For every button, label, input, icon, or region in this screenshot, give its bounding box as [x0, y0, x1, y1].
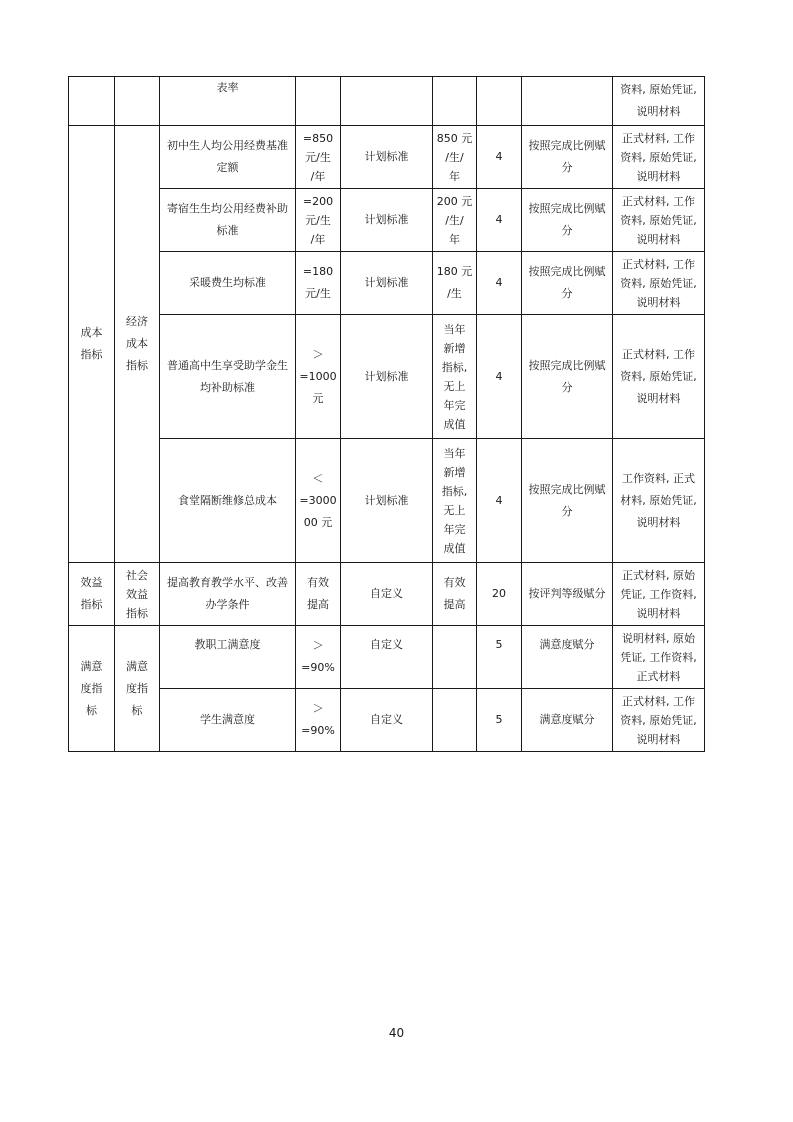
evidence-cell: 工作资料, 正式 材料, 原始凭证, 说明材料: [613, 439, 705, 563]
table-row: [69, 626, 705, 689]
method-cell: 按照完成比例赋 分: [522, 189, 613, 252]
indicator-value-cell: =200 元/生 /年: [296, 189, 341, 252]
standard-cell: [341, 77, 433, 126]
standard-cell: 计划标准: [341, 439, 433, 563]
standard-cell: 计划标准: [341, 189, 433, 252]
level2-indicator-cell: 社会 效益 指标: [115, 563, 160, 626]
method-cell: 按评判等级赋分: [522, 563, 613, 626]
score-cell: 4: [477, 252, 522, 315]
level2-indicator-cell: 经济 成本 指标: [115, 126, 160, 563]
evidence-cell: 正式材料, 工作 资料, 原始凭证, 说明材料: [613, 126, 705, 189]
score-cell: 4: [477, 439, 522, 563]
score-cell: 4: [477, 315, 522, 439]
standard-cell: 自定义: [341, 689, 433, 752]
indicator-value-cell: ＜ =3000 00 元: [296, 439, 341, 563]
evidence-cell: 正式材料, 工作 资料, 原始凭证, 说明材料: [613, 689, 705, 752]
standard-cell: 自定义: [341, 563, 433, 626]
indicator-value-cell: =180 元/生: [296, 252, 341, 315]
standard-cell: 计划标准: [341, 252, 433, 315]
table-row: [69, 315, 705, 439]
prior-target-cell: [433, 77, 477, 126]
score-cell: [477, 77, 522, 126]
evidence-cell: 正式材料, 工作 资料, 原始凭证, 说明材料: [613, 315, 705, 439]
table-row: [69, 126, 705, 189]
table-row: [69, 77, 705, 126]
level1-indicator-cell: 成本 指标: [69, 126, 115, 563]
indicator-name-cell: 提高教育教学水平、改善 办学条件: [160, 563, 296, 626]
prior-target-cell: 当年 新增 指标, 无上 年完 成值: [433, 315, 477, 439]
page-number: 40: [388, 1026, 405, 1040]
evidence-cell: 资料, 原始凭证, 说明材料: [613, 77, 705, 126]
indicator-value-cell: [296, 77, 341, 126]
indicator-value-cell: ＞ =90%: [296, 626, 341, 689]
prior-target-cell: [433, 689, 477, 752]
level1-indicator-cell: [69, 77, 115, 126]
prior-target-cell: 180 元 /生: [433, 252, 477, 315]
prior-target-cell: [433, 626, 477, 689]
level1-indicator-cell: 满意 度指 标: [69, 626, 115, 752]
standard-cell: 自定义: [341, 626, 433, 689]
indicator-name-cell: 初中生人均公用经费基准 定额: [160, 126, 296, 189]
indicator-name-cell: 采暖费生均标准: [160, 252, 296, 315]
evidence-cell: 正式材料, 原始 凭证, 工作资料, 说明材料: [613, 563, 705, 626]
method-cell: 满意度赋分: [522, 626, 613, 689]
indicator-value-cell: ＞ =1000 元: [296, 315, 341, 439]
indicator-name-cell: 食堂隔断维修总成本: [160, 439, 296, 563]
table-row: [69, 689, 705, 752]
indicator-value-cell: =850 元/生 /年: [296, 126, 341, 189]
level2-indicator-cell: [115, 77, 160, 126]
method-cell: 按照完成比例赋 分: [522, 126, 613, 189]
standard-cell: 计划标准: [341, 126, 433, 189]
prior-target-cell: 有效 提高: [433, 563, 477, 626]
level1-indicator-cell: 效益 指标: [69, 563, 115, 626]
standard-cell: 计划标准: [341, 315, 433, 439]
method-cell: 按照完成比例赋 分: [522, 439, 613, 563]
indicator-name-cell: 学生满意度: [160, 689, 296, 752]
method-cell: [522, 77, 613, 126]
indicator-name-cell: 寄宿生生均公用经费补助 标准: [160, 189, 296, 252]
table-row: [69, 189, 705, 252]
indicator-name-cell: 表率: [160, 77, 296, 126]
table-row: [69, 563, 705, 626]
indicator-name-cell: 教职工满意度: [160, 626, 296, 689]
score-cell: 4: [477, 126, 522, 189]
method-cell: 按照完成比例赋 分: [522, 315, 613, 439]
level2-indicator-cell: 满意 度指 标: [115, 626, 160, 752]
prior-target-cell: 850 元 /生/ 年: [433, 126, 477, 189]
indicator-value-cell: 有效 提高: [296, 563, 341, 626]
score-cell: 20: [477, 563, 522, 626]
indicator-value-cell: ＞ =90%: [296, 689, 341, 752]
score-cell: 5: [477, 689, 522, 752]
indicator-name-cell: 普通高中生享受助学金生 均补助标准: [160, 315, 296, 439]
performance-indicator-table: [68, 76, 705, 752]
score-cell: 5: [477, 626, 522, 689]
table-row: [69, 439, 705, 563]
score-cell: 4: [477, 189, 522, 252]
evidence-cell: 正式材料, 工作 资料, 原始凭证, 说明材料: [613, 189, 705, 252]
method-cell: 满意度赋分: [522, 689, 613, 752]
prior-target-cell: 200 元 /生/ 年: [433, 189, 477, 252]
table-row: [69, 252, 705, 315]
prior-target-cell: 当年 新增 指标, 无上 年完 成值: [433, 439, 477, 563]
evidence-cell: 说明材料, 原始 凭证, 工作资料, 正式材料: [613, 626, 705, 689]
method-cell: 按照完成比例赋 分: [522, 252, 613, 315]
evidence-cell: 正式材料, 工作 资料, 原始凭证, 说明材料: [613, 252, 705, 315]
